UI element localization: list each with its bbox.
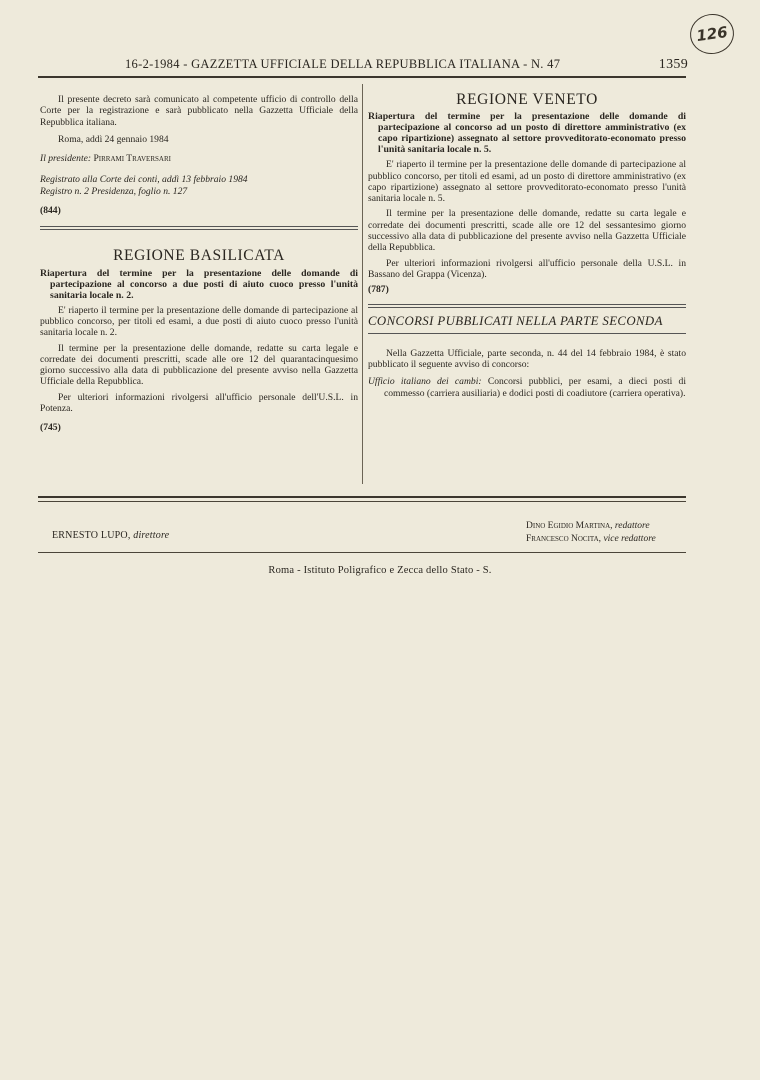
footer-rule-top-thin xyxy=(38,501,686,502)
notice-paragraph: E' riaperto il termine per la presentazione delle domande di partecipazione al pubblico concorso, per titoli ed esami, ad un posto di direttore amministrativo (ex capo ripartizione) assegnato al settore provveditorato-economato presso l'unità sanitaria locale n. 5. xyxy=(368,159,686,205)
signature-line xyxy=(40,153,358,164)
notice-title-basilicata: Riapertura del termine per la presentazione delle domande di partecipazione al concorso a due posti di aiuto cuoco presso l'unità sanitaria locale n. 2. xyxy=(40,267,358,301)
header-page-number: 1359 xyxy=(658,57,688,72)
director-role: direttore xyxy=(133,530,170,541)
editor-1-name: Dino Egidio Martina, xyxy=(526,521,613,531)
signature-name: Pirrami Traversari xyxy=(93,153,171,165)
notice-paragraph: Il termine per la presentazione delle domande, redatte su carta legale e corredate dei documenti prescritti, scade alle ore 12 del quarantacinquesimo giorno successivo alla data di pubblicazione del presente avviso nella Gazzetta Ufficiale della Repubblica. xyxy=(40,342,358,388)
editor-2-name: Francesco Nocita, xyxy=(526,534,602,544)
notice-paragraph: E' riaperto il termine per la presentazione delle domande di partecipazione al pubblico concorso, per titoli ed esami, a due posti di aiuto cuoco presso l'unità sanitaria locale n. 2. xyxy=(40,304,358,339)
editor-line-1 xyxy=(526,520,696,533)
left-column xyxy=(40,94,358,438)
concorsi-intro: Nella Gazzetta Ufficiale, parte seconda, n. 44 del 14 febbraio 1984, è stato pubblicato il seguente avviso di concorso: xyxy=(368,347,686,371)
editor-line-2 xyxy=(526,533,696,546)
right-column xyxy=(368,91,686,403)
concorsi-heading: CONCORSI PUBBLICATI NELLA PARTE SECONDA xyxy=(368,313,663,328)
printer-line: Roma - Istituto Poligrafico e Zecca dello Stato - S. xyxy=(268,565,492,576)
section-divider xyxy=(368,304,686,308)
notice-code: (745) xyxy=(40,422,61,434)
header-date: 16-2-1984 xyxy=(125,57,180,71)
page-header xyxy=(40,57,688,73)
notice-code: (844) xyxy=(40,205,61,217)
concorsi-entry xyxy=(368,376,686,399)
notice-paragraph: Per ulteriori informazioni rivolgersi all'ufficio personale della U.S.L. in Bassano del Grappa (Vicenza). xyxy=(368,257,686,280)
header-issue-number: N. 47 xyxy=(530,57,561,71)
column-divider xyxy=(362,84,363,484)
concorsi-rule xyxy=(368,333,686,334)
header-rule xyxy=(38,76,686,78)
footer-rule-bottom xyxy=(38,552,686,553)
director-name: ERNESTO LUPO, xyxy=(52,530,131,541)
place-date: Roma, addì 24 gennaio 1984 xyxy=(58,133,169,145)
editor-1-role: redattore xyxy=(614,521,650,531)
notice-paragraph: Il termine per la presentazione delle domande, redatte su carta legale e corredate dei documenti prescritti, scade alle ore 12 del sessantesimo giorno successivo alla data di pubblicazione del presente avviso nella Gazzetta Ufficiale della Repubblica. xyxy=(368,208,686,254)
footer-rule-top xyxy=(38,496,686,498)
handwritten-page-stamp: 126 xyxy=(687,11,736,57)
concorsi-text: Concorsi pubblici, per esami, a dieci posti di commesso (carriera ausiliaria) e dodici posti di coadiutore (carriera operativa). xyxy=(384,376,686,399)
registration-line-1: Registrato alla Corte dei conti, addì 13 febbraio 1984 xyxy=(40,174,248,186)
region-heading-basilicata: REGIONE BASILICATA xyxy=(113,247,285,265)
region-heading-veneto: REGIONE VENETO xyxy=(456,91,598,108)
signature-label: Il presidente: xyxy=(40,153,92,165)
notice-code: (787) xyxy=(368,284,389,296)
section-divider xyxy=(40,226,358,230)
notice-paragraph: Per ulteriori informazioni rivolgersi all'ufficio personale dell'U.S.L. in Potenza. xyxy=(40,391,358,415)
decree-closing-paragraph: Il presente decreto sarà comunicato al competente ufficio di controllo della Corte per la registrazione e sarà pubblicato nella Gazzetta Ufficiale della Repubblica italiana. xyxy=(40,94,358,128)
notice-title-veneto: Riapertura del termine per la presentazione delle domande di partecipazione al concorso ad un posto di direttore amministrativo (ex capo ripartizione) assegnato al settore provveditorato-economato presso l'unità sanitaria locale n. 5. xyxy=(368,111,686,156)
footer-editors xyxy=(526,520,696,546)
footer-director xyxy=(52,530,169,541)
header-publication: GAZZETTA UFFICIALE DELLA REPUBBLICA ITALIANA xyxy=(191,57,520,71)
editor-2-role: vice redattore xyxy=(603,534,656,544)
registration-line-2: Registro n. 2 Presidenza, foglio n. 127 xyxy=(40,185,188,197)
header-title: 16-2-1984 - GAZZETTA UFFICIALE DELLA REPUBBLICA ITALIANA - N. 47 xyxy=(125,57,561,71)
concorsi-office: Ufficio italiano dei cambi: xyxy=(368,376,482,388)
